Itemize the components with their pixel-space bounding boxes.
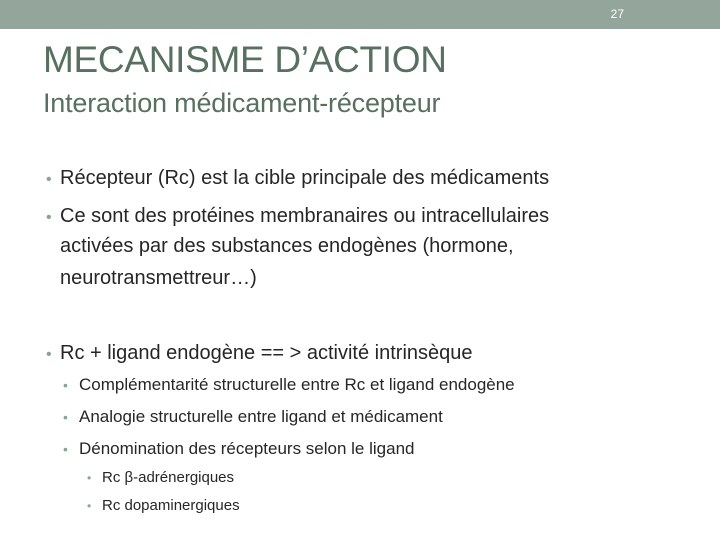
bullet-icon: • [63,409,68,425]
sub-bullet-item [63,371,515,399]
bullet-item [46,337,473,371]
bullet-item [46,162,549,196]
sub-bullet-text: Analogie structurelle entre ligand et médicament [79,407,443,426]
bullet-item [46,200,549,234]
bullet-text: Récepteur (Rc) est la cible principale des médicaments [60,167,550,189]
slide-number: 27 [610,7,624,21]
sub-sub-bullet-item [87,466,234,490]
sub-bullet-item [63,435,414,463]
bullet-icon: • [46,346,52,363]
bullet-icon: • [87,499,92,513]
bullet-icon: • [87,471,92,485]
sub-bullet-text: Complémentarité structurelle entre Rc et ligand endogène [79,375,515,394]
slide-subtitle: Interaction médicament-récepteur [43,88,441,118]
bullet-text: Rc + ligand endogène == > activité intrinsèque [60,342,473,364]
bullet-icon: • [46,171,52,188]
bullet-continuation: activées par des substances endogènes (hormone, [60,235,514,257]
sub-sub-bullet-text: Rc dopaminergiques [102,497,240,514]
bullet-text: Ce sont des protéines membranaires ou intracellulaires [60,205,550,227]
sub-bullet-item [63,403,443,431]
bullet-icon: • [63,377,68,393]
sub-bullet-text: Dénomination des récepteurs selon le ligand [79,439,415,458]
sub-sub-bullet-item [87,494,240,518]
sub-sub-bullet-text: Rc β-adrénergiques [102,469,235,486]
bullet-icon: • [46,209,52,226]
bullet-icon: • [63,441,68,457]
bullet-continuation: neurotransmettreur…) [60,267,257,289]
slide-title: MECANISME D’ACTION [43,39,447,80]
